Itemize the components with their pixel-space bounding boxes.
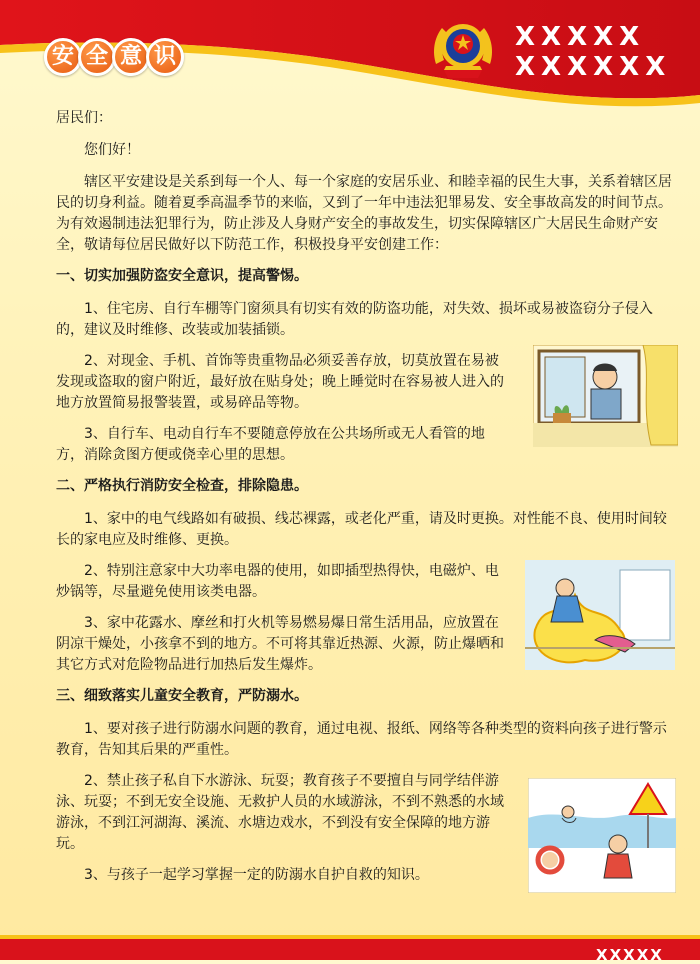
org-name-line-2: XXXXXX — [515, 52, 672, 82]
safety-awareness-badge — [48, 38, 184, 76]
burglar-window-illustration — [533, 345, 678, 447]
section-heading: 一、切实加强防盗安全意识，提高警惕。 — [56, 268, 308, 284]
section-item: 2、对现金、手机、首饰等贵重物品必须妥善存放，切莫放置在易被发现或盗取的窗户附近，最好放在贴身处；晚上睡觉时在容易被人进入的地方放置简易报警装置，或易碎品等物。 — [56, 353, 504, 411]
org-name-line-1: XXXXX — [515, 22, 646, 52]
section-heading: 二、严格执行消防安全检查，排除隐患。 — [56, 478, 308, 494]
intro-paragraph: 辖区平安建设是关系到每一个人、每一个家庭的安居乐业、和睦幸福的民生大事，关系着辖区居民的切身利益。随着夏季高温季节的来临，又到了一年中违法犯罪易发、安全事故高发的时间节点。为有效遏制违法犯罪行为，防止涉及人身财产安全的事故发生，切实保障辖区广大居民生命财产安全，敬请每位居民做好以下防范工作，积极投身平安创建工作： — [56, 174, 672, 253]
police-emblem-icon — [428, 14, 498, 84]
section-item: 1、要对孩子进行防溺水问题的教育，通过电视、报纸、网络等各种类型的资料向孩子进行警示教育，告知其后果的严重性。 — [56, 721, 667, 758]
section-item: 2、禁止孩子私自下水游泳、玩耍；教育孩子不要擅自与同学结伴游泳、玩耍；不到无安全设施、无救护人员的水域游泳，不到不熟悉的水域游泳，不到江河湖海、溪流、水塘边戏水，不到没有安全保障的地方游玩。 — [56, 773, 504, 852]
electrical-fire-illustration — [525, 560, 675, 670]
section-item: 3、与孩子一起学习掌握一定的防溺水自护自救的知识。 — [84, 867, 429, 883]
footer-org-name: XXXXX — [596, 946, 664, 964]
drowning-warning-illustration — [528, 778, 676, 893]
section-item: 2、特别注意家中大功率电器的使用，如即插型热得快，电磁炉、电炒锅等，尽量避免使用该类电器。 — [56, 563, 499, 600]
section-item: 3、自行车、电动自行车不要随意停放在公共场所或无人看管的地方，消除贪图方便或侥幸心里的思想。 — [56, 426, 485, 463]
greeting: 您们好！ — [84, 142, 140, 158]
section-item: 1、住宅房、自行车棚等门窗须具有切实有效的防盗功能，对失效、损坏或易被盗窃分子侵入的，建议及时维修、改装或加装插锁。 — [56, 301, 653, 338]
section-item: 1、家中的电气线路如有破损、线芯裸露，或老化严重，请及时更换。对性能不良、使用时间较长的家电应及时维修、更换。 — [56, 511, 667, 548]
section-item: 3、家中花露水、摩丝和打火机等易燃易爆日常生活用品，应放置在阴凉干燥处，小孩拿不到的地方。不可将其靠近热源、火源，防止爆晒和其它方式对危险物品进行加热后发生爆炸。 — [56, 615, 504, 673]
badge-char: 识 — [146, 38, 184, 76]
section-heading: 三、细致落实儿童安全教育，严防溺水。 — [56, 688, 308, 704]
badge-char: 安 — [44, 38, 82, 76]
footer-banner — [0, 935, 700, 960]
badge-char: 全 — [78, 38, 116, 76]
badge-char: 意 — [112, 38, 150, 76]
salutation: 居民们： — [56, 110, 112, 126]
